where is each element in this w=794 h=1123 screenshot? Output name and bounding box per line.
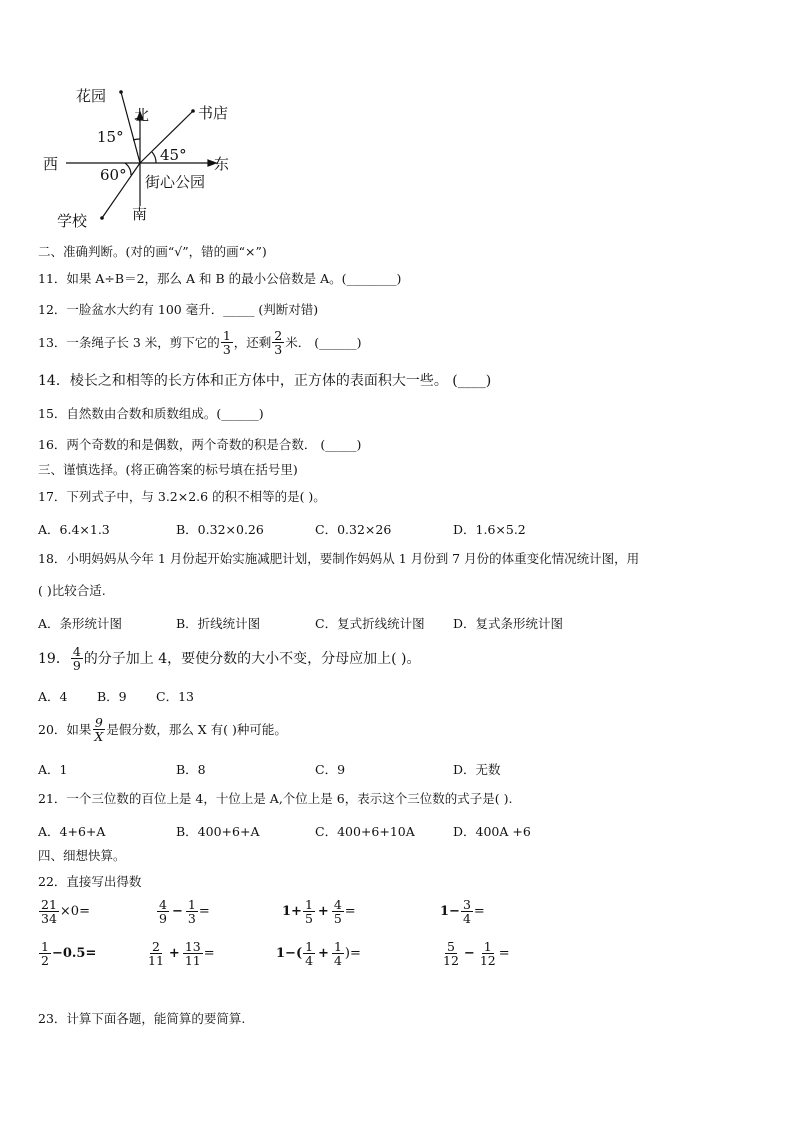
- question-19: [38, 645, 421, 672]
- q20-fraction: $\frac{9}{X}$: [94, 715, 104, 744]
- calc-d-post: =: [473, 904, 485, 919]
- question-11: 11．如果 A÷B＝2，那么 A 和 B 的最小公倍数是 A。(________): [38, 271, 402, 286]
- q18-option-b: B．折线统计图: [176, 616, 261, 631]
- calc-h-fraction-1: $\frac{5}{12}$: [443, 939, 459, 968]
- calc-d-fraction: $\frac{3}{4}$: [462, 897, 471, 926]
- calc-a-fraction: $\frac{21}{34}$: [41, 897, 57, 926]
- calc-h-op: −: [463, 946, 475, 961]
- calc-e-fraction: $\frac{1}{2}$: [41, 939, 49, 968]
- calc-c-fraction-1: $\frac{1}{5}$: [304, 897, 313, 926]
- q21-option-a: A．4+6+A: [38, 824, 106, 839]
- calc-c-fraction-2: $\frac{4}{5}$: [333, 897, 342, 926]
- q13-fraction-1: $\frac{1}{3}$: [222, 328, 231, 357]
- q19-option-c: C．13: [156, 689, 194, 704]
- calc-h-fraction-2: $\frac{1}{12}$: [479, 939, 496, 968]
- calc-c-op: +: [317, 904, 329, 919]
- calc-c-post: =: [344, 904, 356, 919]
- calc-g-op: +: [318, 946, 329, 961]
- question-17: 17．下列式子中，与 3.2×2.6 的积不相等的是( )。: [38, 489, 326, 504]
- q17-option-b: B．0.32×0.26: [176, 522, 264, 537]
- calc-g-post: )=: [344, 946, 361, 961]
- q21-option-c: C．400+6+10A: [315, 824, 415, 839]
- calc-f-fraction-2: $\frac{13}{11}$: [184, 939, 201, 968]
- q21-option-d: D．400A +6: [453, 824, 531, 839]
- question-15: 15．自然数由合数和质数组成。(______): [38, 406, 264, 421]
- q20-option-d: D．无数: [453, 762, 501, 777]
- q17-option-d: D．1.6×5.2: [453, 522, 526, 537]
- question-12: 12．一脸盆水大约有 100 毫升．_____ (判断对错): [38, 302, 319, 317]
- garden-label: 花园: [76, 87, 107, 105]
- north-label: 北: [134, 106, 150, 124]
- calc-g-fraction-1: $\frac{1}{4}$: [305, 939, 314, 968]
- q20-option-b: B．8: [176, 762, 206, 777]
- calc-b-fraction-1: $\frac{4}{9}$: [159, 897, 167, 926]
- calc-b-op: −: [171, 904, 183, 919]
- q19-text: 的分子加上 4，要使分数的大小不变，分母应加上( )。: [83, 650, 421, 667]
- garden-line: [121, 92, 140, 163]
- calc-h: [440, 940, 510, 967]
- q13-pre: 13．一条绳子长 3 米，剪下它的: [38, 334, 220, 350]
- question-14: 14．棱长之和相等的长方体和正方体中，正方体的表面积大一些。 (____): [38, 373, 492, 389]
- calc-f: [145, 940, 215, 967]
- bookstore-label: 书店: [198, 104, 229, 122]
- direction-diagram: [40, 80, 260, 240]
- question-23-title: 23．计算下面各题，能简算的要简算.: [38, 1011, 246, 1026]
- q20-option-c: C．9: [315, 762, 346, 777]
- calc-e: [38, 940, 96, 967]
- question-21: 21．一个三位数的百位上是 4，十位上是 A,个位上是 6，表示这个三位数的式子是( ).: [38, 791, 513, 806]
- calc-f-fraction-1: $\frac{2}{11}$: [148, 939, 164, 968]
- calc-g: [276, 940, 361, 967]
- q21-option-b: B．400+6+A: [176, 824, 260, 839]
- q13-fraction-2: $\frac{2}{3}$: [274, 328, 283, 357]
- question-22-title: 22．直接写出得数: [38, 874, 142, 889]
- calc-g-pre: 1−(: [276, 946, 303, 961]
- section-4-title: 四、细想快算。: [38, 848, 126, 863]
- q20-pre: 20．如果: [38, 721, 92, 737]
- q19-option-b: B．9: [97, 689, 127, 704]
- q19-option-a: A．4: [38, 689, 68, 704]
- calc-a-post: ×0=: [59, 904, 90, 919]
- calc-c-pre: 1+: [282, 904, 302, 919]
- q17-option-c: C．0.32×26: [315, 522, 392, 537]
- question-18-line-1: 18．小明妈妈从今年 1 月份起开始实施减肥计划，要制作妈妈从 1 月份到 7 月份的体重变化情况统计图，用: [38, 551, 640, 566]
- east-label: 东: [214, 155, 230, 173]
- section-2-title: 二、准确判断。(对的画“√”，错的画“×”): [38, 244, 267, 259]
- calc-h-post: =: [498, 946, 510, 961]
- calc-d: [440, 898, 485, 925]
- q20-post: 是假分数，那么 X 有( )种可能。: [106, 721, 287, 737]
- q13-post: 米． (______): [285, 334, 362, 350]
- section-3-title: 三、谨慎选择。(将正确答案的标号填在括号里): [38, 462, 298, 477]
- q19-fraction: $\frac{4}{9}$: [72, 644, 81, 673]
- calc-c: [282, 898, 356, 925]
- question-18-line-2: ( )比较合适.: [38, 583, 106, 598]
- calc-b-fraction-2: $\frac{1}{3}$: [187, 897, 196, 926]
- q13-mid: ，还剩: [233, 334, 272, 350]
- calc-b: [156, 898, 210, 925]
- q18-option-d: D．复式条形统计图: [453, 616, 564, 631]
- calc-b-post: =: [198, 904, 210, 919]
- calc-d-pre: 1−: [440, 904, 460, 919]
- calc-g-fraction-2: $\frac{1}{4}$: [333, 939, 342, 968]
- question-13: [38, 329, 361, 356]
- west-label: 西: [43, 155, 59, 173]
- angle-15-label: 15°: [97, 128, 124, 146]
- q19-number: 19．: [38, 650, 70, 667]
- q20-option-a: A．1: [38, 762, 68, 777]
- calc-a: [38, 898, 90, 925]
- school-label: 学校: [57, 212, 88, 230]
- calc-f-op: +: [168, 946, 180, 961]
- calc-f-post: =: [203, 946, 215, 961]
- angle-60-label: 60°: [100, 166, 127, 184]
- question-20: [38, 716, 287, 743]
- question-16: 16．两个奇数的和是偶数，两个奇数的积是合数． (_____): [38, 437, 362, 452]
- q17-option-a: A．6.4×1.3: [38, 522, 110, 537]
- calc-e-post: −0.5=: [51, 946, 97, 961]
- angle-45-label: 45°: [160, 146, 187, 164]
- south-label: 南: [132, 205, 148, 223]
- park-label: 街心公园: [145, 173, 206, 191]
- q18-option-a: A．条形统计图: [38, 616, 123, 631]
- q18-option-c: C．复式折线统计图: [315, 616, 425, 631]
